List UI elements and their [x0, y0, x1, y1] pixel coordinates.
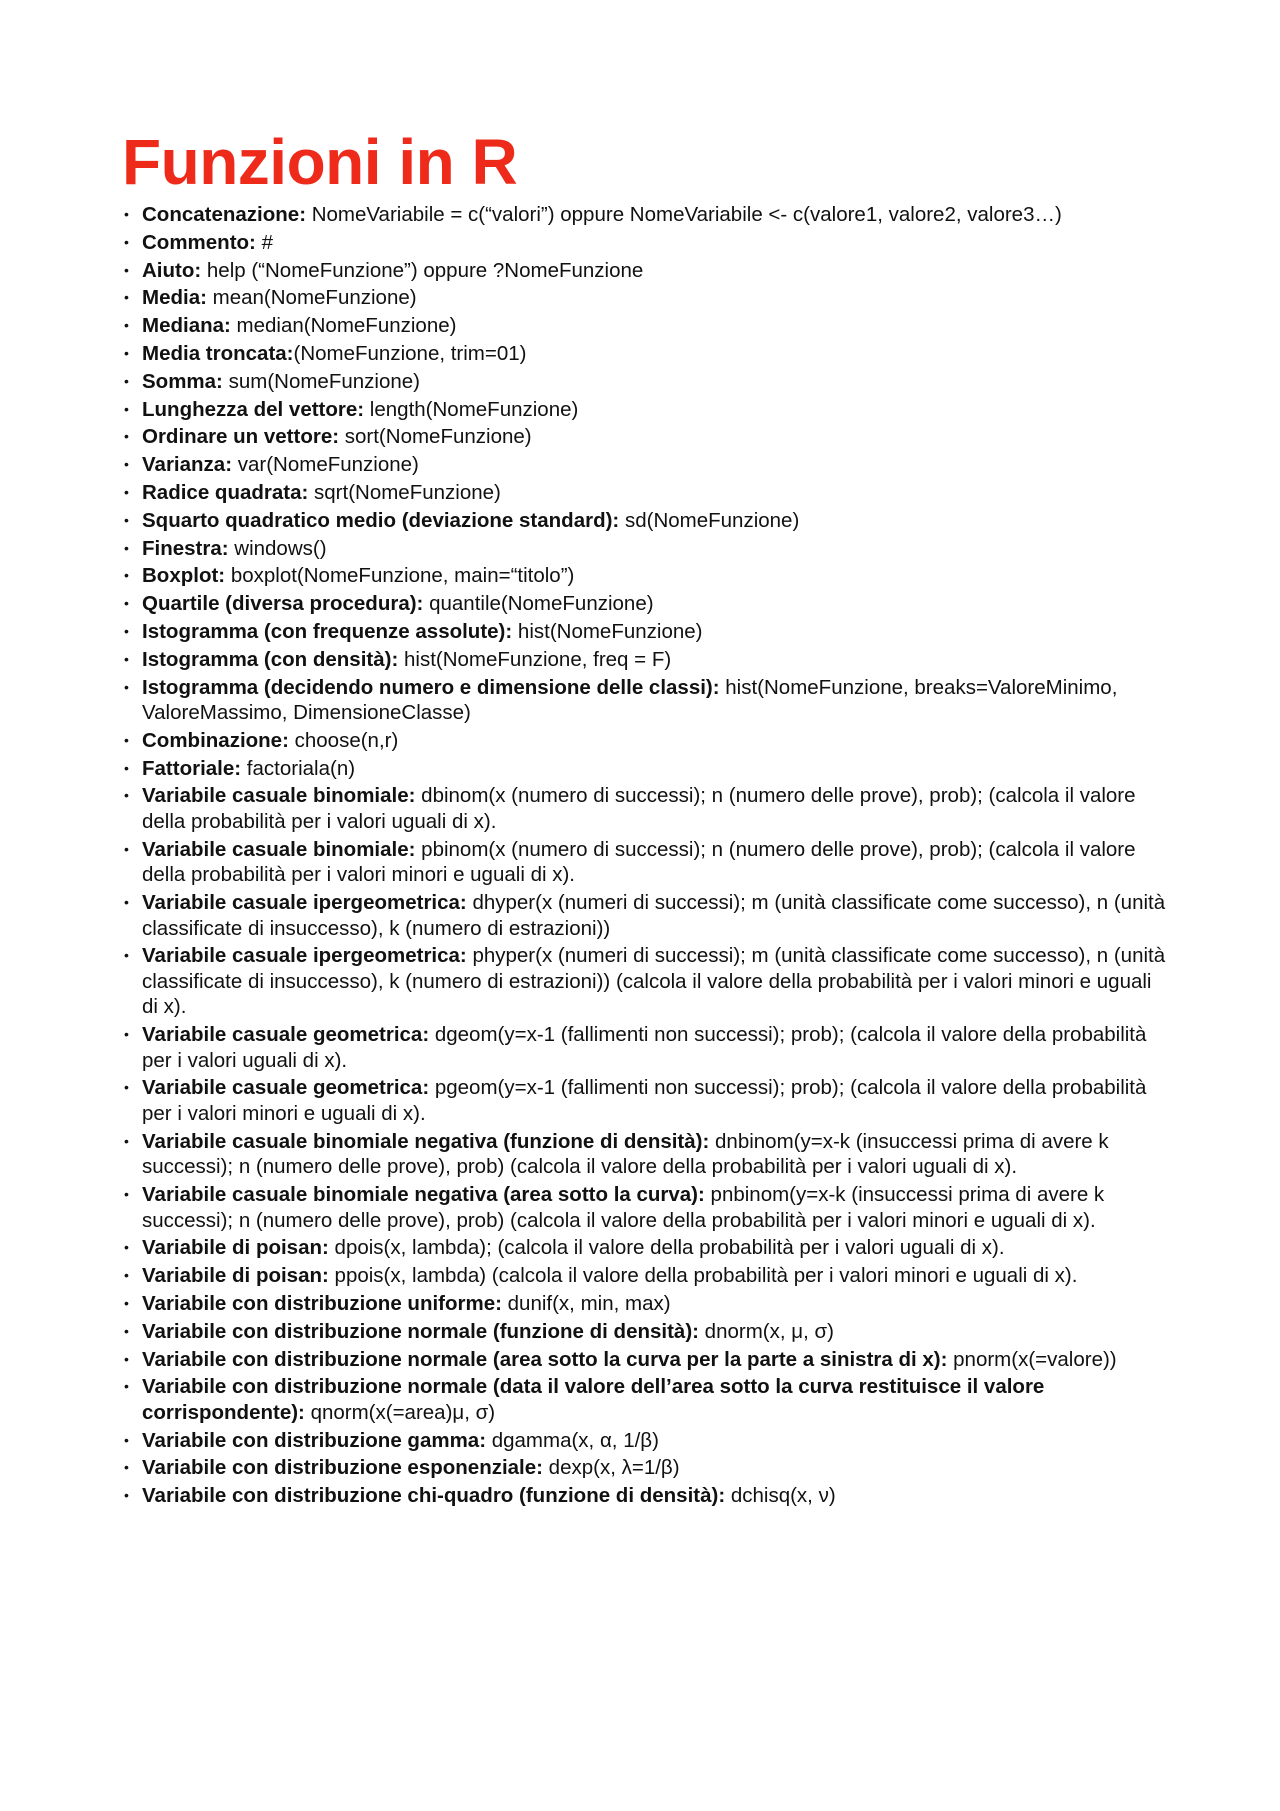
list-item [122, 728, 1172, 754]
item-text: hist(NomeFunzione, freq = F) [398, 647, 672, 671]
list-item [122, 890, 1172, 941]
item-label: Variabile casuale ipergeometrica: [142, 891, 467, 915]
list-item [122, 452, 1172, 478]
item-label: Finestra: [142, 536, 229, 560]
bullet-icon: • [124, 759, 129, 776]
bullet-icon: • [124, 317, 129, 334]
item-label: Variabile casuale geometrica: [142, 1023, 430, 1047]
bullet-icon: • [124, 731, 129, 748]
item-label: Media troncata: [142, 341, 294, 365]
list-item [122, 1428, 1172, 1454]
item-label: Variabile con distribuzione chi-quadro (funzione di densità): [142, 1484, 726, 1508]
bullet-icon: • [124, 1132, 129, 1149]
item-text: dgamma(x, α, 1/β) [486, 1428, 659, 1452]
item-label: Fattoriale: [142, 756, 242, 780]
bullet-icon: • [124, 840, 129, 857]
item-label: Variabile casuale binomiale: [142, 837, 416, 861]
item-text: quantile(NomeFunzione) [423, 592, 654, 616]
bullet-icon: • [124, 1294, 129, 1311]
item-label: Variabile con distribuzione normale (funzione di densità): [142, 1319, 699, 1343]
list-item [122, 1235, 1172, 1261]
bullet-icon: • [124, 1186, 129, 1203]
item-text: pgeom(y=x-1 (fallimenti non successi); prob); (calcola il valore della probabilità per i valori minori e uguali di x). [142, 1076, 1147, 1125]
list-item [122, 230, 1172, 256]
item-label: Combinazione: [142, 728, 289, 752]
list-item [122, 1319, 1172, 1345]
item-label: Somma: [142, 369, 223, 393]
item-text: dhyper(x (numeri di successi); m (unità classificate come successo), n (unità classificate di insuccesso), k (numero di estrazioni)) [142, 891, 1166, 940]
bullet-icon: • [124, 539, 129, 556]
item-text: dpois(x, lambda); (calcola il valore della probabilità per i valori uguali di x). [328, 1236, 1005, 1260]
item-text: ppois(x, lambda) (calcola il valore della probabilità per i valori minori e uguali di x). [328, 1264, 1078, 1288]
list-item [122, 591, 1172, 617]
item-text: length(NomeFunzione) [364, 397, 579, 421]
item-text: NomeVariabile = c(“valori”) oppure NomeVariabile <- c(valore1, valore2, valore3…) [306, 203, 1062, 226]
item-label: Variabile casuale geometrica: [142, 1076, 430, 1100]
bullet-icon: • [124, 1322, 129, 1339]
item-label: Lunghezza del vettore: [142, 397, 365, 421]
bullet-icon: • [124, 1026, 129, 1043]
list-item [122, 313, 1172, 339]
item-text: qnorm(x(=area)μ, σ) [304, 1400, 496, 1424]
list-item [122, 943, 1172, 1020]
item-label: Squarto quadratico medio (deviazione standard): [142, 508, 620, 532]
list-item [122, 1263, 1172, 1289]
list-item [122, 397, 1172, 423]
bullet-icon: • [124, 372, 129, 389]
bullet-icon: • [124, 344, 129, 361]
item-label: Quartile (diversa procedura): [142, 592, 424, 616]
bullet-icon: • [124, 428, 129, 445]
item-label: Variabile con distribuzione gamma: [142, 1428, 487, 1452]
list-item [122, 619, 1172, 645]
item-label: Variabile con distribuzione normale (area sotto la curva per la parte a sinistra di x): [142, 1347, 948, 1371]
list-item [122, 480, 1172, 506]
item-text: mean(NomeFunzione) [206, 286, 417, 310]
item-label: Istogramma (con densità): [142, 647, 399, 671]
item-text: pbinom(x (numero di successi); n (numero delle prove), prob); (calcola il valore della probabilità per i valori minori e uguali di x). [142, 837, 1136, 887]
item-label: Mediana: [142, 314, 231, 338]
list-item [122, 369, 1172, 395]
list-item [122, 258, 1172, 284]
list-item [122, 783, 1172, 834]
bullet-icon: • [124, 1239, 129, 1256]
item-label: Variabile casuale binomiale: [142, 784, 416, 808]
item-text: help (“NomeFunzione”) oppure ?NomeFunzione [201, 258, 644, 282]
item-label: Variabile casuale ipergeometrica: [142, 944, 467, 968]
function-list [122, 202, 1172, 1511]
bullet-icon: • [124, 650, 129, 667]
list-item [122, 202, 1172, 228]
item-text: hist(NomeFunzione, breaks=ValoreMinimo, ValoreMassimo, DimensioneClasse) [142, 675, 1118, 725]
item-text: dgeom(y=x-1 (fallimenti non successi); prob); (calcola il valore della probabilità per i valori uguali di x). [142, 1023, 1147, 1072]
bullet-icon: • [124, 894, 129, 911]
list-item [122, 563, 1172, 589]
item-label: Variabile casuale binomiale negativa (area sotto la curva): [142, 1183, 705, 1207]
item-label: Concatenazione: [142, 203, 307, 226]
bullet-icon: • [124, 1079, 129, 1096]
item-label: Media: [142, 286, 207, 310]
item-text: sqrt(NomeFunzione) [308, 480, 501, 504]
bullet-icon: • [124, 787, 129, 804]
item-text: sd(NomeFunzione) [619, 508, 800, 532]
item-label: Variabile con distribuzione esponenziale: [142, 1456, 543, 1480]
bullet-icon: • [124, 1459, 129, 1476]
item-text: dexp(x, λ=1/β) [542, 1456, 680, 1480]
item-text: (NomeFunzione, trim=01) [293, 341, 527, 365]
bullet-icon: • [124, 1431, 129, 1448]
item-text: median(NomeFunzione) [230, 314, 457, 338]
item-text: phyper(x (numeri di successi); m (unità classificate come successo), n (unità classificate di insuccesso), k (numero di estrazioni)) (calcola il valore della probabilità per i valori minori e uguali di x). [142, 944, 1166, 1019]
list-item [122, 508, 1172, 534]
bullet-icon: • [124, 261, 129, 278]
item-label: Varianza: [142, 453, 233, 477]
item-text: pnorm(x(=valore)) [947, 1347, 1117, 1371]
list-item [122, 1291, 1172, 1317]
item-text: dbinom(x (numero di successi); n (numero delle prove), prob); (calcola il valore della probabilità per i valori uguali di x). [142, 784, 1136, 833]
item-label: Variabile di poisan: [142, 1264, 329, 1288]
item-text: windows() [228, 536, 327, 560]
item-label: Variabile con distribuzione uniforme: [142, 1291, 502, 1315]
list-item [122, 1374, 1172, 1425]
list-item [122, 1022, 1172, 1073]
bullet-icon: • [124, 483, 129, 500]
list-item [122, 1129, 1172, 1180]
item-text: sum(NomeFunzione) [222, 369, 420, 393]
list-item [122, 424, 1172, 450]
bullet-icon: • [124, 511, 129, 528]
item-label: Variabile di poisan: [142, 1236, 329, 1260]
item-label: Boxplot: [142, 564, 226, 588]
item-text: boxplot(NomeFunzione, main=“titolo”) [225, 564, 575, 588]
item-label: Istogramma (con frequenze assolute): [142, 619, 513, 643]
item-text: dchisq(x, ν) [725, 1484, 836, 1508]
list-item [122, 285, 1172, 311]
list-item [122, 341, 1172, 367]
item-text: choose(n,r) [288, 728, 399, 752]
bullet-icon: • [124, 595, 129, 612]
bullet-icon: • [124, 400, 129, 417]
item-label: Radice quadrata: [142, 480, 309, 504]
bullet-icon: • [124, 678, 129, 695]
item-text: pnbinom(y=x-k (insuccessi prima di avere k successi); n (numero delle prove), prob) (calcola il valore della probabilità per i valori minori e uguali di x). [142, 1183, 1105, 1232]
bullet-icon: • [124, 233, 129, 250]
item-text: # [255, 230, 273, 254]
item-text: dnbinom(y=x-k (insuccessi prima di avere k successi); n (numero delle prove), prob) (calcola il valore della probabilità per i valori uguali di x). [142, 1129, 1109, 1179]
item-text: sort(NomeFunzione) [339, 425, 532, 449]
list-item [122, 756, 1172, 782]
list-item [122, 647, 1172, 673]
list-item [122, 837, 1172, 888]
list-item [122, 1182, 1172, 1233]
item-label: Variabile casuale binomiale negativa (funzione di densità): [142, 1129, 710, 1153]
bullet-icon: • [124, 622, 129, 639]
list-item [122, 536, 1172, 562]
bullet-icon: • [124, 1487, 129, 1504]
item-label: Variabile con distribuzione normale (data il valore dell’area sotto la curva restituisce il valore corrispondente): [142, 1375, 1045, 1424]
bullet-icon: • [124, 1350, 129, 1367]
item-text: dunif(x, min, max) [501, 1291, 671, 1315]
item-text: dnorm(x, μ, σ) [698, 1319, 834, 1343]
bullet-icon: • [124, 1267, 129, 1284]
page-title: Funzioni in R [122, 126, 518, 198]
bullet-icon: • [124, 289, 129, 306]
list-item [122, 1347, 1172, 1373]
item-text: hist(NomeFunzione) [512, 619, 703, 643]
item-text: var(NomeFunzione) [232, 453, 419, 477]
item-text: factoriala(n) [241, 756, 356, 780]
item-label: Istogramma (decidendo numero e dimensione delle classi): [142, 675, 720, 699]
item-label: Aiuto: [142, 258, 202, 282]
bullet-icon: • [124, 456, 129, 473]
list-item [122, 1075, 1172, 1126]
item-label: Ordinare un vettore: [142, 425, 340, 449]
bullet-icon: • [124, 947, 129, 964]
list-item [122, 675, 1172, 726]
bullet-icon: • [124, 206, 129, 222]
list-item [122, 1483, 1172, 1509]
list-item [122, 1455, 1172, 1481]
bullet-icon: • [124, 1378, 129, 1395]
bullet-icon: • [124, 567, 129, 584]
item-label: Commento: [142, 230, 256, 254]
